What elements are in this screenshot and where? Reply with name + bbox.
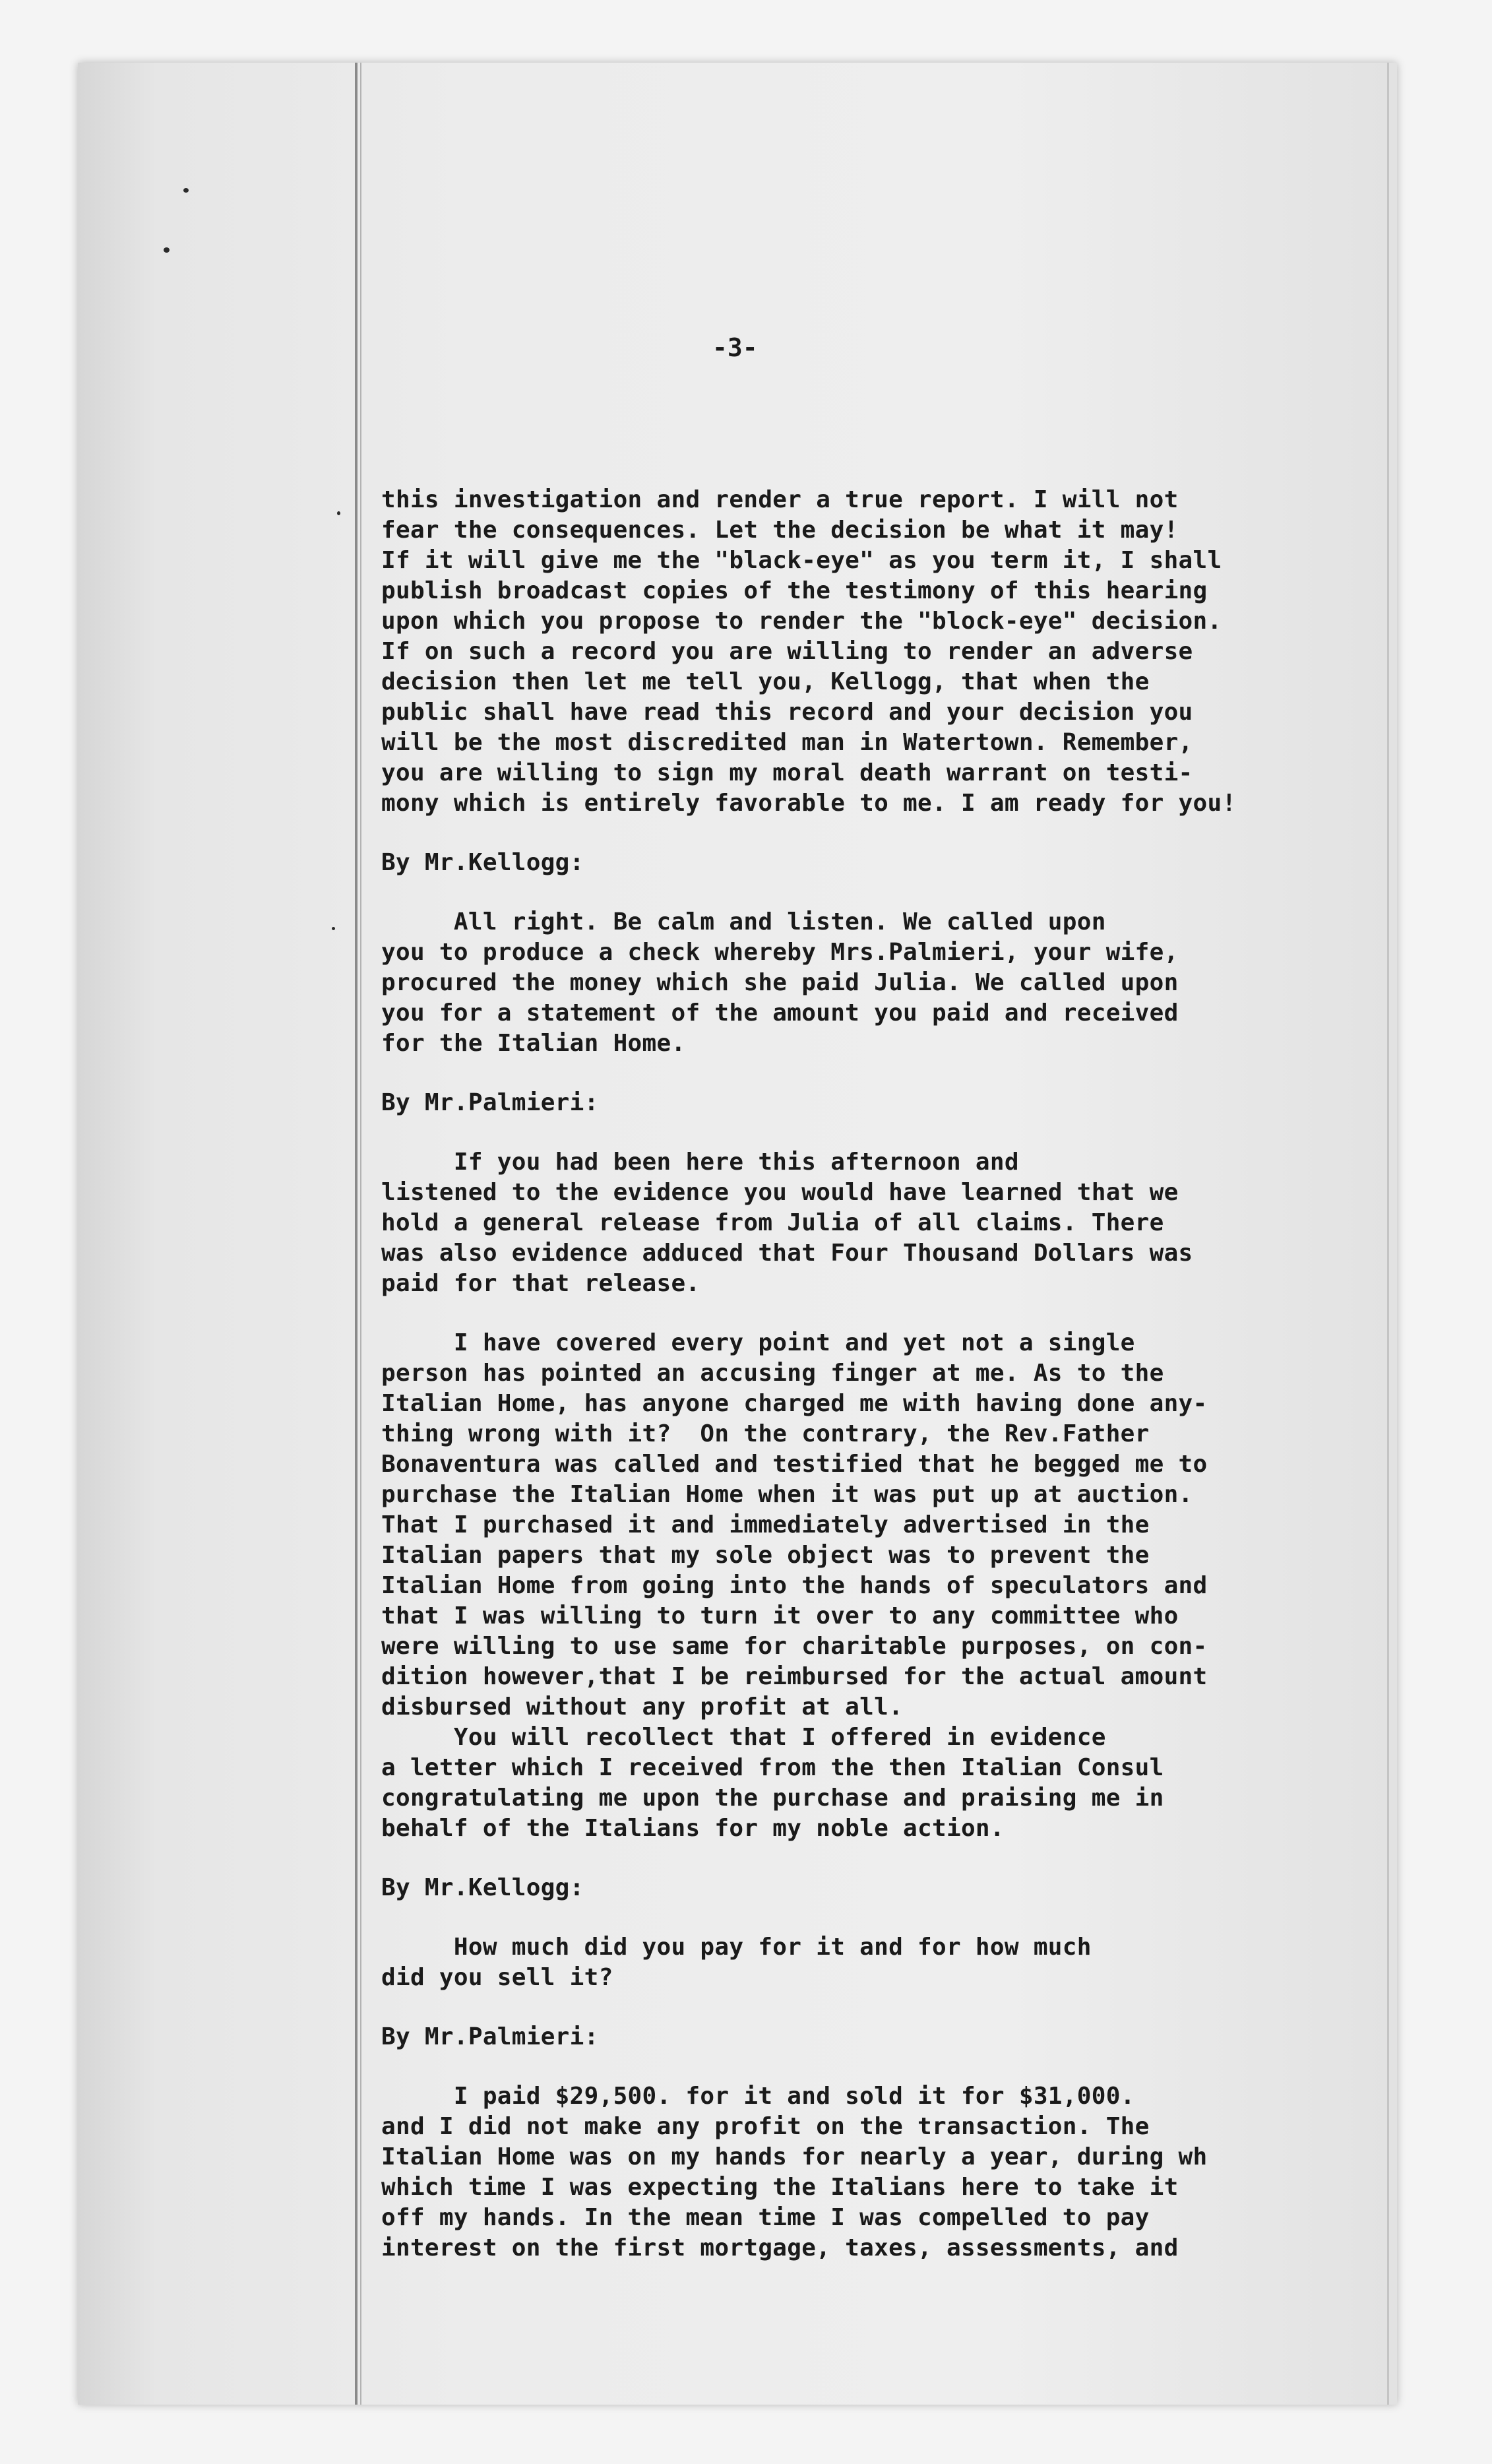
block-gap: [381, 878, 1384, 907]
text-line: All right. Be calm and listen. We called upon: [381, 908, 1106, 935]
text-line: off my hands. In the mean time I was compelled to pay: [381, 2204, 1150, 2231]
text-line: will be the most discredited man in Watertown. Remember,: [381, 729, 1193, 756]
transcript-paragraph: [381, 1932, 1384, 1993]
text-line: was also evidence adduced that Four Thousand Dollars was: [381, 1240, 1193, 1267]
block-gap: [381, 1903, 1384, 1932]
block-gap: [381, 1118, 1384, 1147]
speaker-label: By Mr.Palmieri:: [381, 2023, 599, 2050]
text-line: procured the money which she paid Julia. We called upon: [381, 969, 1179, 996]
text-line: interest on the first mortgage, taxes, assessments, and: [381, 2234, 1179, 2261]
text-line: Italian Home, has anyone charged me with having done any-: [381, 1390, 1208, 1417]
text-line: How much did you pay for it and for how much: [381, 1934, 1092, 1961]
ink-speck: [183, 188, 189, 193]
text-line: Italian Home from going into the hands of speculators and: [381, 1572, 1208, 1599]
text-line: If you had been here this afternoon and: [381, 1149, 1019, 1176]
text-line: that I was willing to turn it over to any committee who: [381, 1602, 1179, 1629]
left-margin-rule-secondary: [360, 63, 361, 2405]
page-number: -3-: [712, 333, 758, 362]
text-line: person has pointed an accusing finger at me. As to the: [381, 1360, 1164, 1387]
text-line: Italian Home was on my hands for nearly a year, during wh: [381, 2143, 1208, 2170]
text-line: which time I was expecting the Italians here to take it: [381, 2174, 1179, 2201]
text-line: for the Italian Home.: [381, 1030, 686, 1057]
transcript-paragraph: [381, 907, 1384, 1059]
block-gap: [381, 1059, 1384, 1088]
text-line: a letter which I received from the then Italian Consul: [381, 1754, 1164, 1781]
text-line: fear the consequences. Let the decision be what it may!: [381, 517, 1179, 544]
text-line: Italian papers that my sole object was to prevent the: [381, 1542, 1150, 1569]
text-line: paid for that release.: [381, 1270, 700, 1297]
ink-speck: [332, 927, 335, 930]
text-line: congratulating me upon the purchase and praising me in: [381, 1785, 1164, 1812]
transcript-paragraph: [381, 1328, 1384, 1844]
text-line: and I did not make any profit on the transaction. The: [381, 2113, 1150, 2140]
speaker-label: By Mr.Kellogg:: [381, 1874, 584, 1901]
text-line: did you sell it?: [381, 1964, 613, 1991]
text-line: That I purchased it and immediately advertised in the: [381, 1511, 1150, 1538]
block-gap: [381, 1993, 1384, 2022]
text-line: thing wrong with it? On the contrary, the Rev.Father: [381, 1420, 1150, 1447]
left-margin-rule: [355, 63, 357, 2405]
transcript-body: [381, 485, 1384, 2263]
text-line: public shall have read this record and your decision you: [381, 699, 1193, 726]
text-line: this investigation and render a true report. I will not: [381, 486, 1179, 513]
block-gap: [381, 1844, 1384, 1873]
text-line: I paid $29,500. for it and sold it for $31,000.: [381, 2083, 1135, 2110]
ink-speck: [337, 511, 340, 515]
text-line: purchase the Italian Home when it was put up at auction.: [381, 1481, 1193, 1508]
text-line: Bonaventura was called and testified that he begged me to: [381, 1451, 1208, 1478]
text-line: disbursed without any profit at all.: [381, 1693, 904, 1721]
text-line: you to produce a check whereby Mrs.Palmieri, your wife,: [381, 939, 1179, 966]
text-line: I have covered every point and yet not a single: [381, 1329, 1135, 1356]
text-line: publish broadcast copies of the testimony of this hearing: [381, 577, 1208, 604]
text-line: decision then let me tell you, Kellogg, that when the: [381, 668, 1150, 695]
text-line: mony which is entirely favorable to me. I am ready for you!: [381, 790, 1237, 817]
text-line: If on such a record you are willing to render an adverse: [381, 638, 1193, 665]
speaker-label: By Mr.Palmieri:: [381, 1089, 599, 1116]
text-line: hold a general release from Julia of all claims. There: [381, 1209, 1164, 1236]
transcript-paragraph: [381, 485, 1384, 819]
text-line: you are willing to sign my moral death warrant on testi-: [381, 759, 1193, 786]
speaker-label: By Mr.Kellogg:: [381, 849, 584, 876]
block-gap: [381, 2052, 1384, 2081]
block-gap: [381, 1299, 1384, 1328]
text-line: upon which you propose to render the "block-eye" decision.: [381, 608, 1222, 635]
text-line: You will recollect that I offered in evidence: [381, 1724, 1106, 1751]
text-line: listened to the evidence you would have learned that we: [381, 1179, 1179, 1206]
text-line: behalf of the Italians for my noble action.: [381, 1815, 1005, 1842]
ink-speck: [164, 247, 170, 253]
block-gap: [381, 819, 1384, 848]
right-page-fold: [1387, 63, 1389, 2405]
text-line: If it will give me the "black-eye" as you term it, I shall: [381, 547, 1222, 574]
text-line: you for a statement of the amount you paid and received: [381, 999, 1179, 1027]
text-line: were willing to use same for charitable purposes, on con-: [381, 1633, 1208, 1660]
transcript-paragraph: [381, 1147, 1384, 1299]
text-line: dition however,that I be reimbursed for the actual amount: [381, 1663, 1208, 1690]
transcript-paragraph: [381, 2081, 1384, 2263]
